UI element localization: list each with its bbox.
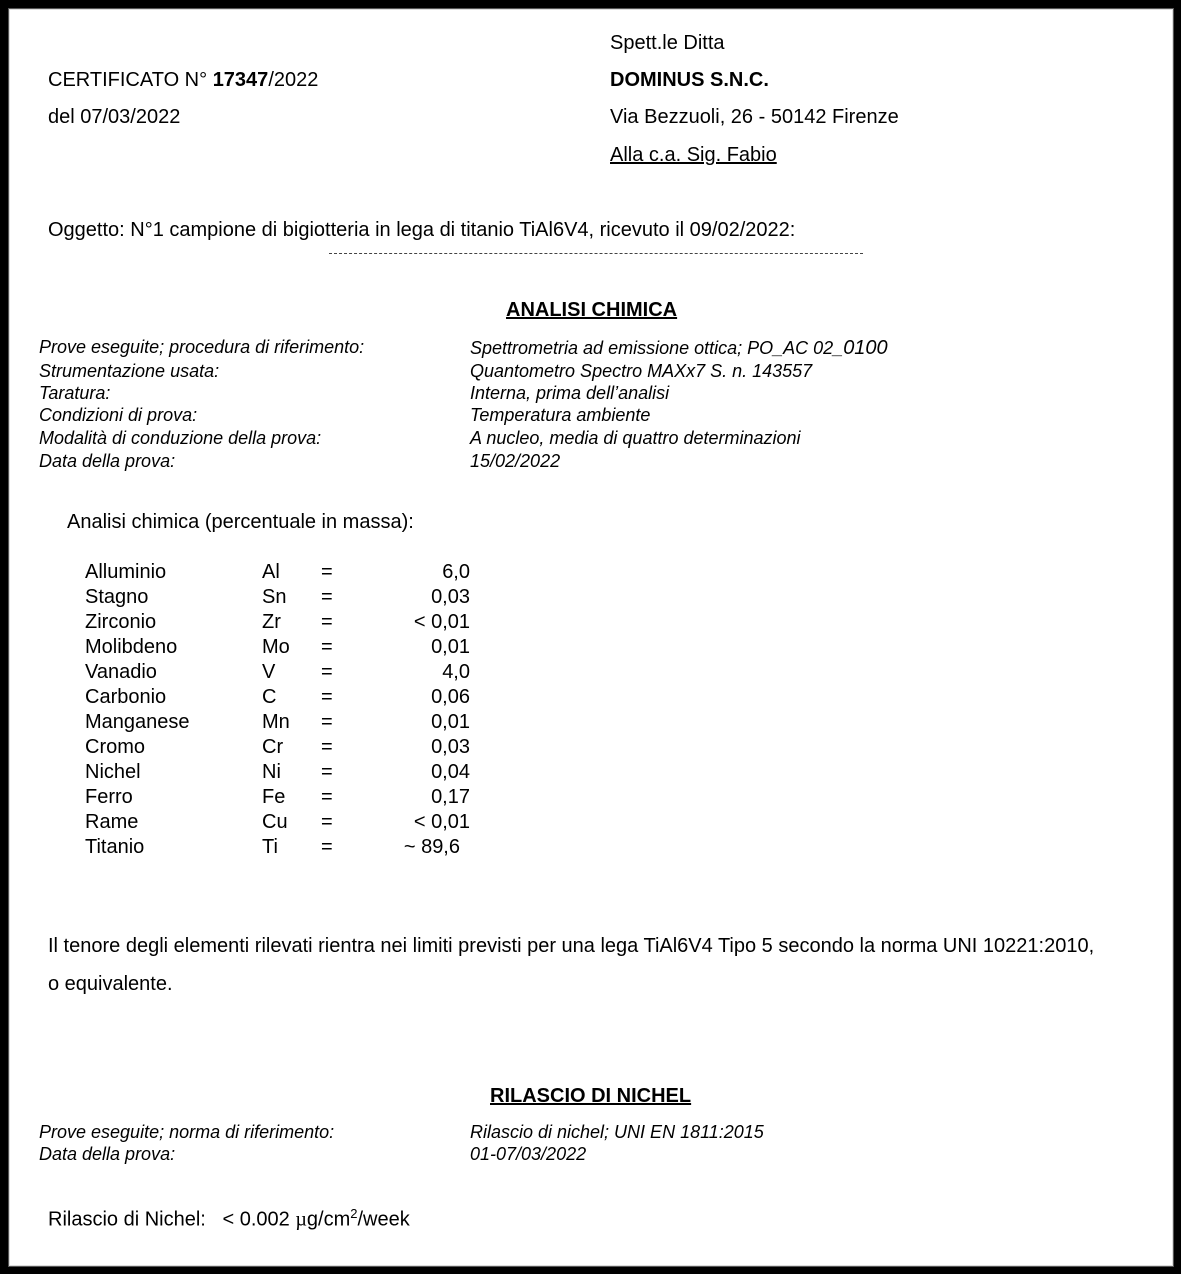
certificate-page [8, 8, 1174, 1267]
recipient-attention: Alla c.a. Sig. Fabio [610, 144, 777, 166]
element-name: Rame [85, 811, 139, 833]
table-row [85, 611, 505, 636]
element-name: Stagno [85, 586, 149, 608]
certificate-prefix: CERTIFICATO N° [48, 69, 213, 91]
element-symbol: Sn [262, 586, 287, 608]
param-label: Data della prova: [39, 451, 176, 471]
table-row [85, 636, 505, 661]
table-row [85, 761, 505, 786]
param-value: A nucleo, media di quattro determinazioni [470, 428, 801, 448]
equals-sign: = [321, 711, 333, 733]
table-row [85, 711, 505, 736]
nickel-unit-exponent: 2 [350, 1206, 358, 1221]
table-row [85, 661, 505, 686]
nickel-release-title: RILASCIO DI NICHEL [490, 1085, 692, 1107]
element-name: Manganese [85, 711, 190, 733]
nickel-result-label: Rilascio di Nichel: [48, 1208, 206, 1231]
table-row [85, 836, 505, 861]
element-symbol: Ni [262, 761, 281, 783]
element-value: ~ 89,6 [403, 836, 460, 858]
element-name: Zirconio [85, 611, 157, 633]
table-row [85, 686, 505, 711]
param-value-text: Spettrometria ad emissione ottica; PO_AC 02_ [470, 338, 844, 358]
recipient-name: DOMINUS S.N.C. [610, 69, 769, 91]
param-value: Quantometro Spectro MAXx7 S. n. 143557 [470, 361, 813, 381]
param-label: Modalità di conduzione della prova: [39, 428, 322, 448]
chemical-analysis-title: ANALISI CHIMICA [506, 299, 678, 321]
element-value: 0,01 [431, 711, 470, 733]
param-label: Strumentazione usata: [39, 361, 220, 381]
element-value: < 0,01 [413, 811, 470, 833]
element-symbol: Fe [262, 786, 286, 808]
element-value: 0,03 [431, 586, 470, 608]
element-name: Alluminio [85, 561, 167, 583]
element-symbol: V [262, 661, 276, 683]
equals-sign: = [321, 836, 333, 858]
element-value: 6,0 [442, 561, 470, 583]
element-symbol: Cu [262, 811, 288, 833]
element-value: 0,17 [431, 786, 470, 808]
element-value: < 0,01 [413, 611, 470, 633]
param-label: Data della prova: [39, 1144, 176, 1164]
element-symbol: Al [262, 561, 280, 583]
element-name: Vanadio [85, 661, 157, 683]
element-symbol: Ti [262, 836, 278, 858]
certificate-year: /2022 [268, 69, 319, 91]
element-value: 4,0 [442, 661, 470, 683]
recipient-address: Via Bezzuoli, 26 - 50142 Firenze [610, 106, 899, 128]
certificate-number: 17347 [212, 69, 269, 91]
table-row [85, 786, 505, 811]
subject-divider [329, 253, 863, 254]
equals-sign: = [321, 736, 333, 758]
element-value: 0,03 [431, 736, 470, 758]
conclusion-line-1: Il tenore degli elementi rilevati rientra nei limiti previsti per una lega TiAl6V4 Tipo 5 secondo la norma UNI 10221:2010, [48, 935, 1095, 957]
element-name: Molibdeno [85, 636, 178, 658]
element-symbol: Mo [262, 636, 290, 658]
nickel-unit: g/cm [306, 1208, 351, 1231]
element-value: 0,06 [431, 686, 470, 708]
micro-symbol: µ [295, 1208, 307, 1231]
param-value: 15/02/2022 [470, 451, 561, 471]
certificate-date: del 07/03/2022 [48, 106, 181, 128]
element-symbol: C [262, 686, 277, 708]
equals-sign: = [321, 761, 333, 783]
element-symbol: Cr [262, 736, 284, 758]
param-value: Temperatura ambiente [470, 405, 651, 425]
results-title: Analisi chimica (percentuale in massa): [67, 511, 414, 533]
param-value [470, 337, 888, 360]
equals-sign: = [321, 586, 333, 608]
table-row [85, 736, 505, 761]
equals-sign: = [321, 811, 333, 833]
certificate-number-line [48, 69, 318, 92]
subject-line: Oggetto: N°1 campione di bigiotteria in lega di titanio TiAl6V4, ricevuto il 09/02/2022: [48, 219, 796, 241]
nickel-result-value: < 0.002 [222, 1208, 296, 1231]
param-label: Condizioni di prova: [39, 405, 198, 425]
conclusion-line-2: o equivalente. [48, 973, 173, 995]
element-symbol: Zr [262, 611, 281, 633]
equals-sign: = [321, 636, 333, 658]
param-value: Rilascio di nichel; UNI EN 1811:2015 [470, 1122, 764, 1142]
equals-sign: = [321, 686, 333, 708]
element-name: Carbonio [85, 686, 167, 708]
table-row [85, 811, 505, 836]
param-label: Taratura: [39, 383, 111, 403]
element-value: 0,04 [431, 761, 470, 783]
element-name: Ferro [85, 786, 133, 808]
element-name: Cromo [85, 736, 146, 758]
param-label: Prove eseguite; procedura di riferimento: [39, 337, 365, 357]
param-label: Prove eseguite; norma di riferimento: [39, 1122, 335, 1142]
element-symbol: Mn [262, 711, 290, 733]
nickel-result [48, 1206, 410, 1232]
param-value: Interna, prima dell’analisi [470, 383, 670, 403]
nickel-unit-tail: /week [357, 1208, 410, 1231]
procedure-code: 0100 [843, 337, 888, 359]
table-row [85, 586, 505, 611]
element-name: Nichel [85, 761, 141, 783]
param-value: 01-07/03/2022 [470, 1144, 587, 1164]
recipient-intro: Spett.le Ditta [610, 32, 725, 54]
element-value: 0,01 [431, 636, 470, 658]
table-row [85, 561, 505, 586]
equals-sign: = [321, 661, 333, 683]
equals-sign: = [321, 611, 333, 633]
equals-sign: = [321, 561, 333, 583]
equals-sign: = [321, 786, 333, 808]
element-name: Titanio [85, 836, 145, 858]
